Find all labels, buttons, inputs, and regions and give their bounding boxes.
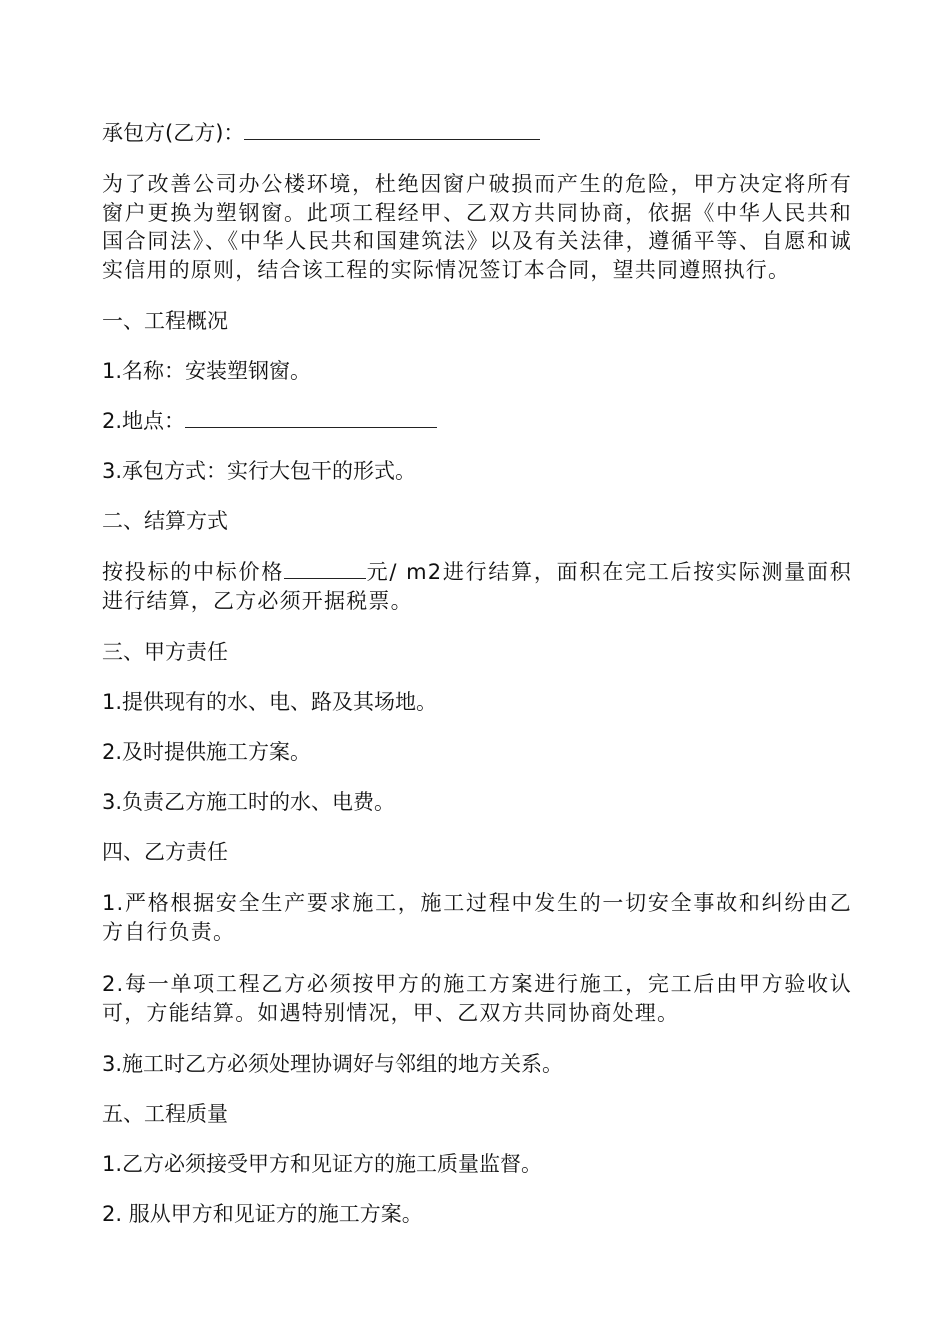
s4-item-2: 2.每一单项工程乙方必须按甲方的施工方案进行施工，完工后由甲方验收认可，方能结算。如遇特别情况，甲、乙双方共同协商处理。 (102, 972, 852, 1025)
s3-item-2: 2.及时提供施工方案。 (102, 740, 312, 764)
s5-item-1: 1.乙方必须接受甲方和见证方的施工质量监督。 (102, 1152, 543, 1176)
s5-item-2: 2. 服从甲方和见证方的施工方案。 (102, 1202, 423, 1226)
contractor-line (102, 120, 852, 146)
settlement-text-a: 按投标的中标价格 (102, 560, 285, 584)
s1-item-mode: 3.承包方式：实行大包干的形式。 (102, 459, 417, 483)
s1-item-location (102, 408, 852, 434)
s4-item-3: 3.施工时乙方必须处理协调好与邻组的地方关系。 (102, 1052, 564, 1076)
settlement-paragraph (102, 558, 852, 615)
s3-item-3: 3.负责乙方施工时的水、电费。 (102, 790, 396, 814)
contractor-blank[interactable] (244, 121, 540, 140)
location-blank[interactable] (185, 409, 437, 428)
section-2-title: 二、结算方式 (102, 509, 228, 533)
settlement-text-b: 元/ m2进行结算，面积在完工后按实际测量面积进行结算，乙方必须开据税票。 (102, 560, 852, 613)
section-5-title: 五、工程质量 (102, 1102, 228, 1126)
section-3-title: 三、甲方责任 (102, 640, 228, 664)
intro-paragraph: 为了改善公司办公楼环境，杜绝因窗户破损而产生的危险，甲方决定将所有窗户更换为塑钢窗。此项工程经甲、乙双方共同协商，依据《中华人民共和国合同法》、《中华人民共和国建筑法》以及有关法律，遵循平等、自愿和诚实信用的原则，结合该工程的实际情况签订本合同，望共同遵照执行。 (102, 172, 852, 282)
price-blank[interactable] (284, 560, 366, 579)
s1-item-name: 1.名称：安装塑钢窗。 (102, 359, 312, 383)
contractor-label: 承包方(乙方)： (102, 121, 245, 145)
s4-item-1: 1.严格根据安全生产要求施工，施工过程中发生的一切安全事故和纠纷由乙方自行负责。 (102, 891, 852, 944)
section-1-title: 一、工程概况 (102, 309, 228, 333)
location-label: 2.地点： (102, 409, 186, 433)
s3-item-1: 1.提供现有的水、电、路及其场地。 (102, 690, 438, 714)
contract-document (102, 120, 852, 1227)
section-4-title: 四、乙方责任 (102, 840, 228, 864)
